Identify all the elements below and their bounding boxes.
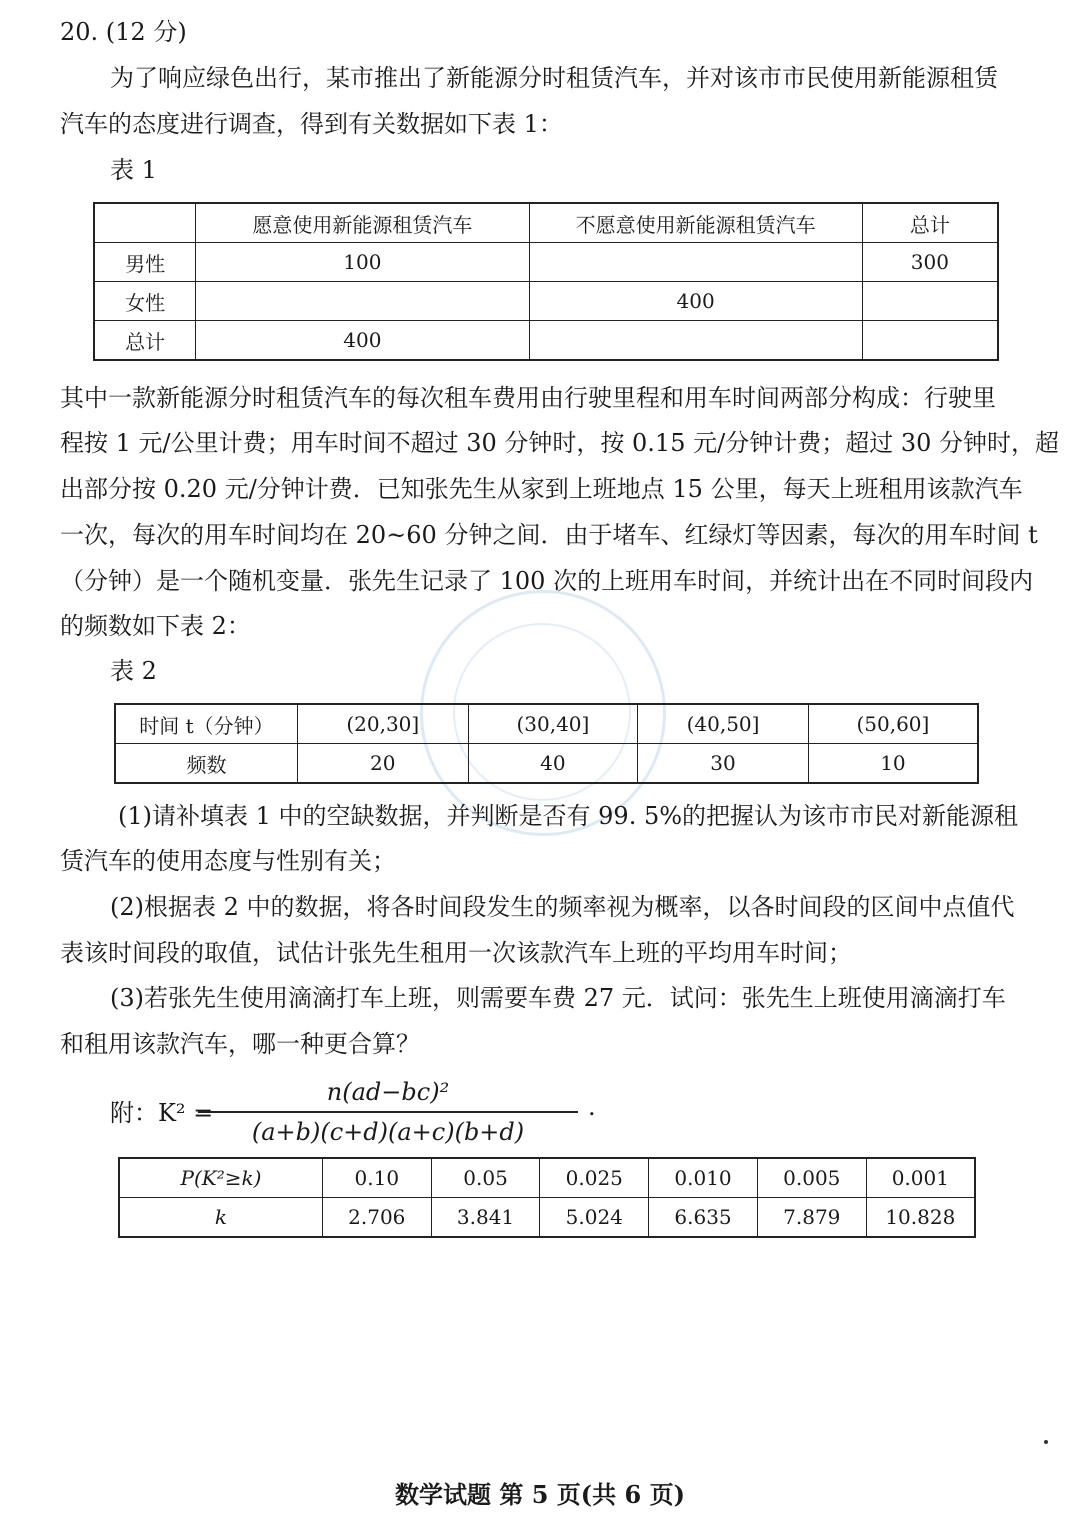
table-row xyxy=(119,1198,975,1238)
table-row xyxy=(94,243,998,282)
table-cell: 0.010 xyxy=(649,1158,758,1198)
table-cell: 0.05 xyxy=(431,1158,540,1198)
question-line: (3)若张先生使用滴滴打车上班，则需要车费 27 元．试问：张先生上班使用滴滴打车 xyxy=(110,984,1006,1012)
table-cell: 总计 xyxy=(94,321,196,361)
table-cell: 20 xyxy=(297,744,468,784)
table-cell: 2.706 xyxy=(322,1198,431,1238)
formula-end: . xyxy=(588,1093,596,1121)
table-cell xyxy=(529,243,862,282)
table-cell: 愿意使用新能源租赁汽车 xyxy=(196,203,529,243)
intro-line: 汽车的态度进行调查，得到有关数据如下表 1： xyxy=(60,110,563,138)
table-cell: 频数 xyxy=(115,744,297,784)
table-cell xyxy=(862,282,998,321)
body-line: 出部分按 0.20 元/分钟计费．已知张先生从家到上班地点 15 公里，每天上班租用该款汽车 xyxy=(60,475,1023,503)
table-cell xyxy=(529,321,862,361)
table-cell xyxy=(196,282,529,321)
table-cell: 女性 xyxy=(94,282,196,321)
table-cell: P(K²≥k) xyxy=(119,1158,322,1198)
formula-label: 附：K² = xyxy=(110,1099,214,1127)
body-line: 的频数如下表 2： xyxy=(60,612,251,640)
table-cell: 0.025 xyxy=(540,1158,649,1198)
table-cell: 10 xyxy=(808,744,978,784)
formula-numerator: n(ad−bc)² xyxy=(326,1078,450,1106)
intro-line: 为了响应绿色出行，某市推出了新能源分时租赁汽车，并对该市市民使用新能源租赁 xyxy=(110,64,998,92)
table-cell: (20,30] xyxy=(297,704,468,744)
table-cell: 总计 xyxy=(862,203,998,243)
table-cell: (30,40] xyxy=(468,704,638,744)
table-cell: k xyxy=(119,1198,322,1238)
table-cell: 7.879 xyxy=(757,1198,866,1238)
formula-denominator: (a+b)(c+d)(a+c)(b+d) xyxy=(251,1118,525,1146)
body-line: 其中一款新能源分时租赁汽车的每次租车费用由行驶里程和用车时间两部分构成：行驶里 xyxy=(60,384,996,412)
table-cell: 0.005 xyxy=(757,1158,866,1198)
formula-fraction xyxy=(198,1075,578,1149)
table-cell: 400 xyxy=(529,282,862,321)
body-line: 一次，每次的用车时间均在 20~60 分钟之间．由于堵车、红绿灯等因素，每次的用车时间 t xyxy=(60,521,1038,549)
table-cell: 男性 xyxy=(94,243,196,282)
table-row xyxy=(94,203,998,243)
table-cell: 0.001 xyxy=(866,1158,975,1198)
table2 xyxy=(114,703,979,784)
table2-caption: 表 2 xyxy=(110,657,157,685)
table-row xyxy=(115,744,978,784)
table-cell: 10.828 xyxy=(866,1198,975,1238)
question-line: (2)根据表 2 中的数据，将各时间段发生的频率视为概率，以各时间段的区间中点值代 xyxy=(110,893,1015,921)
table-cell xyxy=(94,203,196,243)
table-cell: (40,50] xyxy=(638,704,809,744)
table-row xyxy=(94,321,998,361)
question-line: 赁汽车的使用态度与性别有关； xyxy=(60,847,396,875)
table-cell: 30 xyxy=(638,744,809,784)
table-cell: 400 xyxy=(196,321,529,361)
page-footer: 数学试题 第 5 页(共 6 页) xyxy=(395,1480,685,1509)
question-header: 20. (12 分) xyxy=(60,18,187,46)
table3 xyxy=(118,1157,976,1238)
table-cell: 6.635 xyxy=(649,1198,758,1238)
question-line: 和租用该款汽车，哪一种更合算？ xyxy=(60,1030,420,1058)
table-cell xyxy=(862,321,998,361)
table-cell: 100 xyxy=(196,243,529,282)
table-cell: 40 xyxy=(468,744,638,784)
table-cell: 0.10 xyxy=(322,1158,431,1198)
table-cell: 3.841 xyxy=(431,1198,540,1238)
table-row xyxy=(94,282,998,321)
table1 xyxy=(93,202,999,361)
table1-caption: 表 1 xyxy=(110,156,157,184)
question-line: 表该时间段的取值，试估计张先生租用一次该款汽车上班的平均用车时间； xyxy=(60,939,852,967)
table-cell: 时间 t（分钟） xyxy=(115,704,297,744)
table-cell: (50,60] xyxy=(808,704,978,744)
body-line: （分钟）是一个随机变量．张先生记录了 100 次的上班用车时间，并统计出在不同时间段内 xyxy=(60,567,1034,595)
table-cell: 300 xyxy=(862,243,998,282)
table-cell: 5.024 xyxy=(540,1198,649,1238)
table-cell: 不愿意使用新能源租赁汽车 xyxy=(529,203,862,243)
table-row xyxy=(119,1158,975,1198)
table-row xyxy=(115,704,978,744)
body-line: 程按 1 元/公里计费；用车时间不超过 30 分钟时，按 0.15 元/分钟计费；超过 30 分钟时，超 xyxy=(60,429,1059,457)
scan-speck xyxy=(1044,1440,1048,1444)
question-line: (1)请补填表 1 中的空缺数据，并判断是否有 99. 5%的把握认为该市市民对新能源租 xyxy=(118,802,1019,830)
